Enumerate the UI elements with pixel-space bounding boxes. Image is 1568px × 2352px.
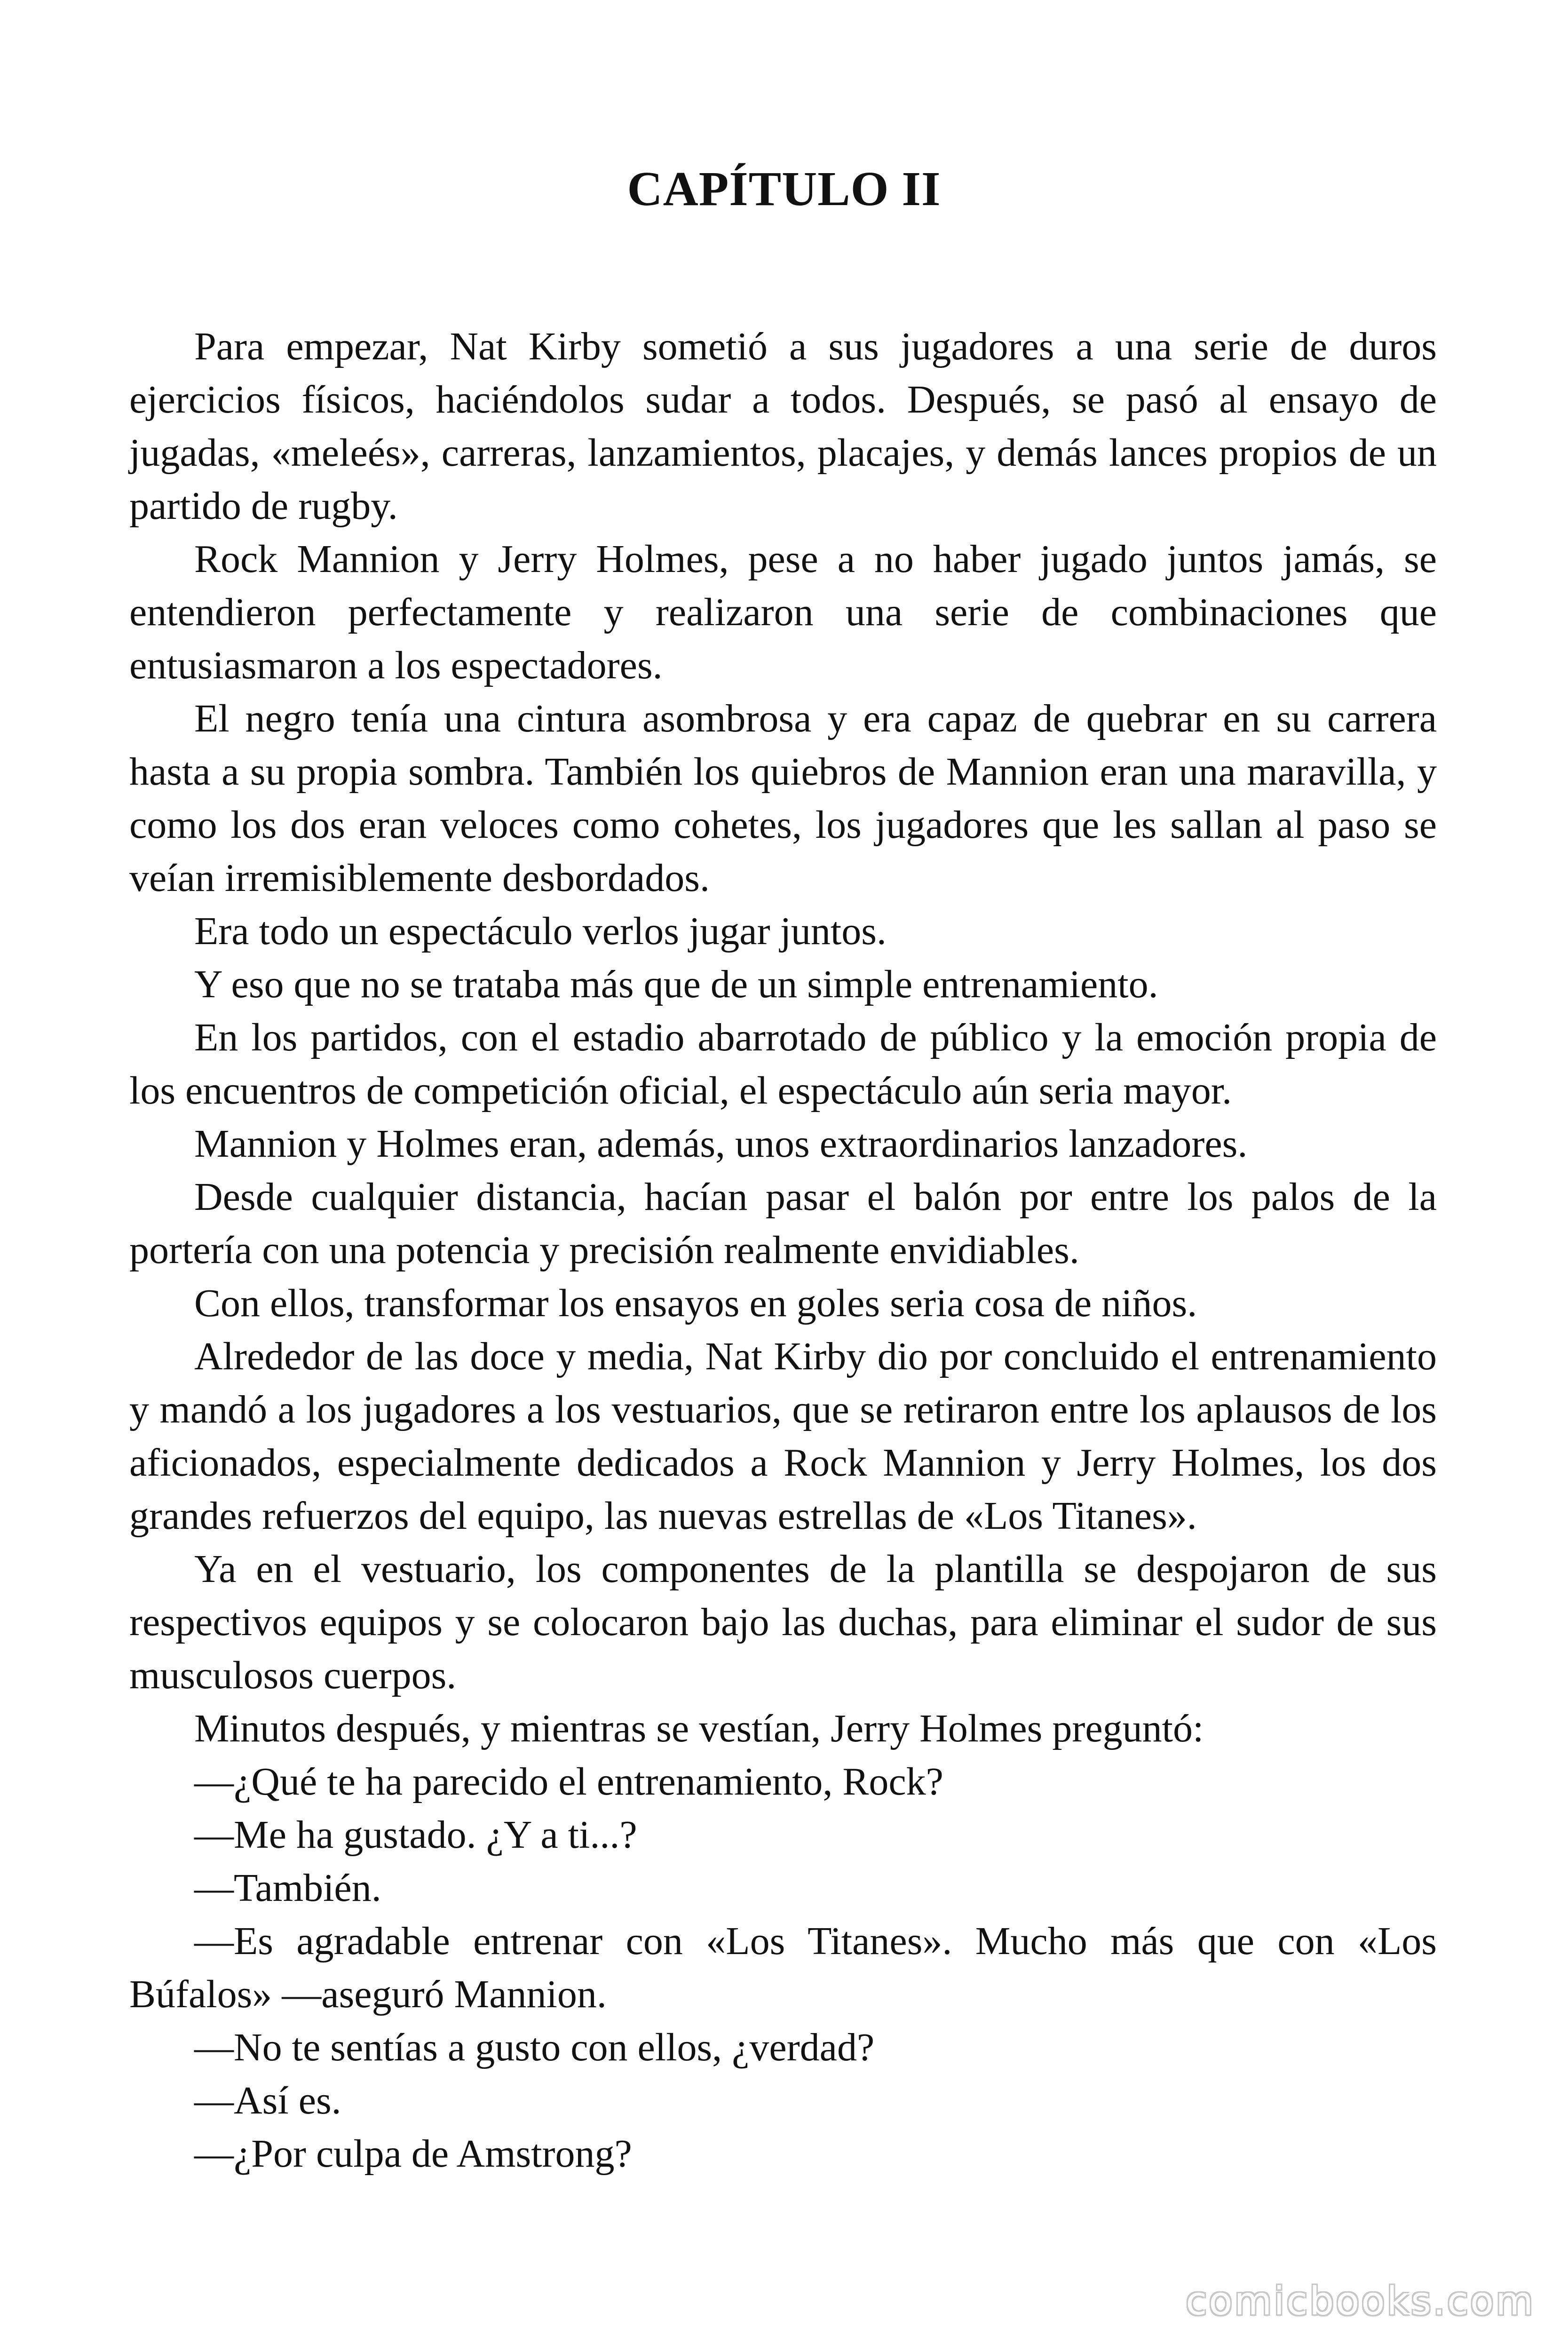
body-text bbox=[129, 320, 1437, 2180]
paragraph: Era todo un espectáculo verlos jugar juntos. bbox=[194, 909, 887, 953]
dialogue-line: —También. bbox=[194, 1866, 381, 1910]
paragraph: Alrededor de las doce y media, Nat Kirby dio por concluido el entrenamiento y mandó a los jugadores a los vestuarios, que se retiraron entre los aplausos de los aficionados, especialmente dedicados a Rock Mannion y Jerry Holmes, los dos grandes refuerzos del equipo, las nuevas estrellas de «Los Titanes». bbox=[129, 1335, 1437, 1538]
dialogue-line: —No te sentías a gusto con ellos, ¿verdad? bbox=[194, 2026, 875, 2069]
dialogue-line: —Me ha gustado. ¿Y a ti...? bbox=[194, 1813, 637, 1857]
paragraph: Minutos después, y mientras se vestían, Jerry Holmes preguntó: bbox=[194, 1707, 1204, 1750]
dialogue-line: —¿Qué te ha parecido el entrenamiento, Rock? bbox=[194, 1760, 943, 1804]
dialogue-line: —Es agradable entrenar con «Los Titanes». Mucho más que con «Los Búfalos» —aseguró Mannion. bbox=[129, 1919, 1437, 2016]
dialogue-line: —Así es. bbox=[194, 2079, 341, 2122]
paragraph: Desde cualquier distancia, hacían pasar el balón por entre los palos de la portería con una potencia y precisión realmente envidiables. bbox=[129, 1175, 1437, 1272]
paragraph: Ya en el vestuario, los componentes de la plantilla se despojaron de sus respectivos equipos y se colocaron bajo las duchas, para eliminar el sudor de sus musculosos cuerpos. bbox=[129, 1547, 1437, 1697]
paragraph: Para empezar, Nat Kirby sometió a sus jugadores a una serie de duros ejercicios físicos, haciéndolos sudar a todos. Después, se pasó al ensayo de jugadas, «meleés», carreras, lanzamientos, placajes, y demás lances propios de un partido de rugby. bbox=[129, 325, 1437, 528]
paragraph: Y eso que no se trataba más que de un simple entrenamiento. bbox=[194, 962, 1158, 1006]
paragraph: Rock Mannion y Jerry Holmes, pese a no haber jugado juntos jamás, se entendieron perfectamente y realizaron una serie de combinaciones que entusiasmaron a los espectadores. bbox=[129, 537, 1437, 687]
paragraph: Mannion y Holmes eran, además, unos extraordinarios lanzadores. bbox=[194, 1122, 1248, 1166]
paragraph: En los partidos, con el estadio abarrotado de público y la emoción propia de los encuentros de competición oficial, el espectáculo aún seria mayor. bbox=[129, 1016, 1437, 1112]
dialogue-line: —¿Por culpa de Amstrong? bbox=[194, 2132, 632, 2176]
chapter-title: CAPÍTULO II bbox=[627, 162, 941, 216]
watermark: comicbooks.com bbox=[1186, 2279, 1535, 2324]
paragraph: El negro tenía una cintura asombrosa y era capaz de quebrar en su carrera hasta a su propia sombra. También los quiebros de Mannion eran una maravilla, y como los dos eran veloces como cohetes, los jugadores que les sallan al paso se veían irremisiblemente desbordados. bbox=[129, 697, 1437, 900]
paragraph: Con ellos, transformar los ensayos en goles seria cosa de niños. bbox=[194, 1281, 1197, 1325]
